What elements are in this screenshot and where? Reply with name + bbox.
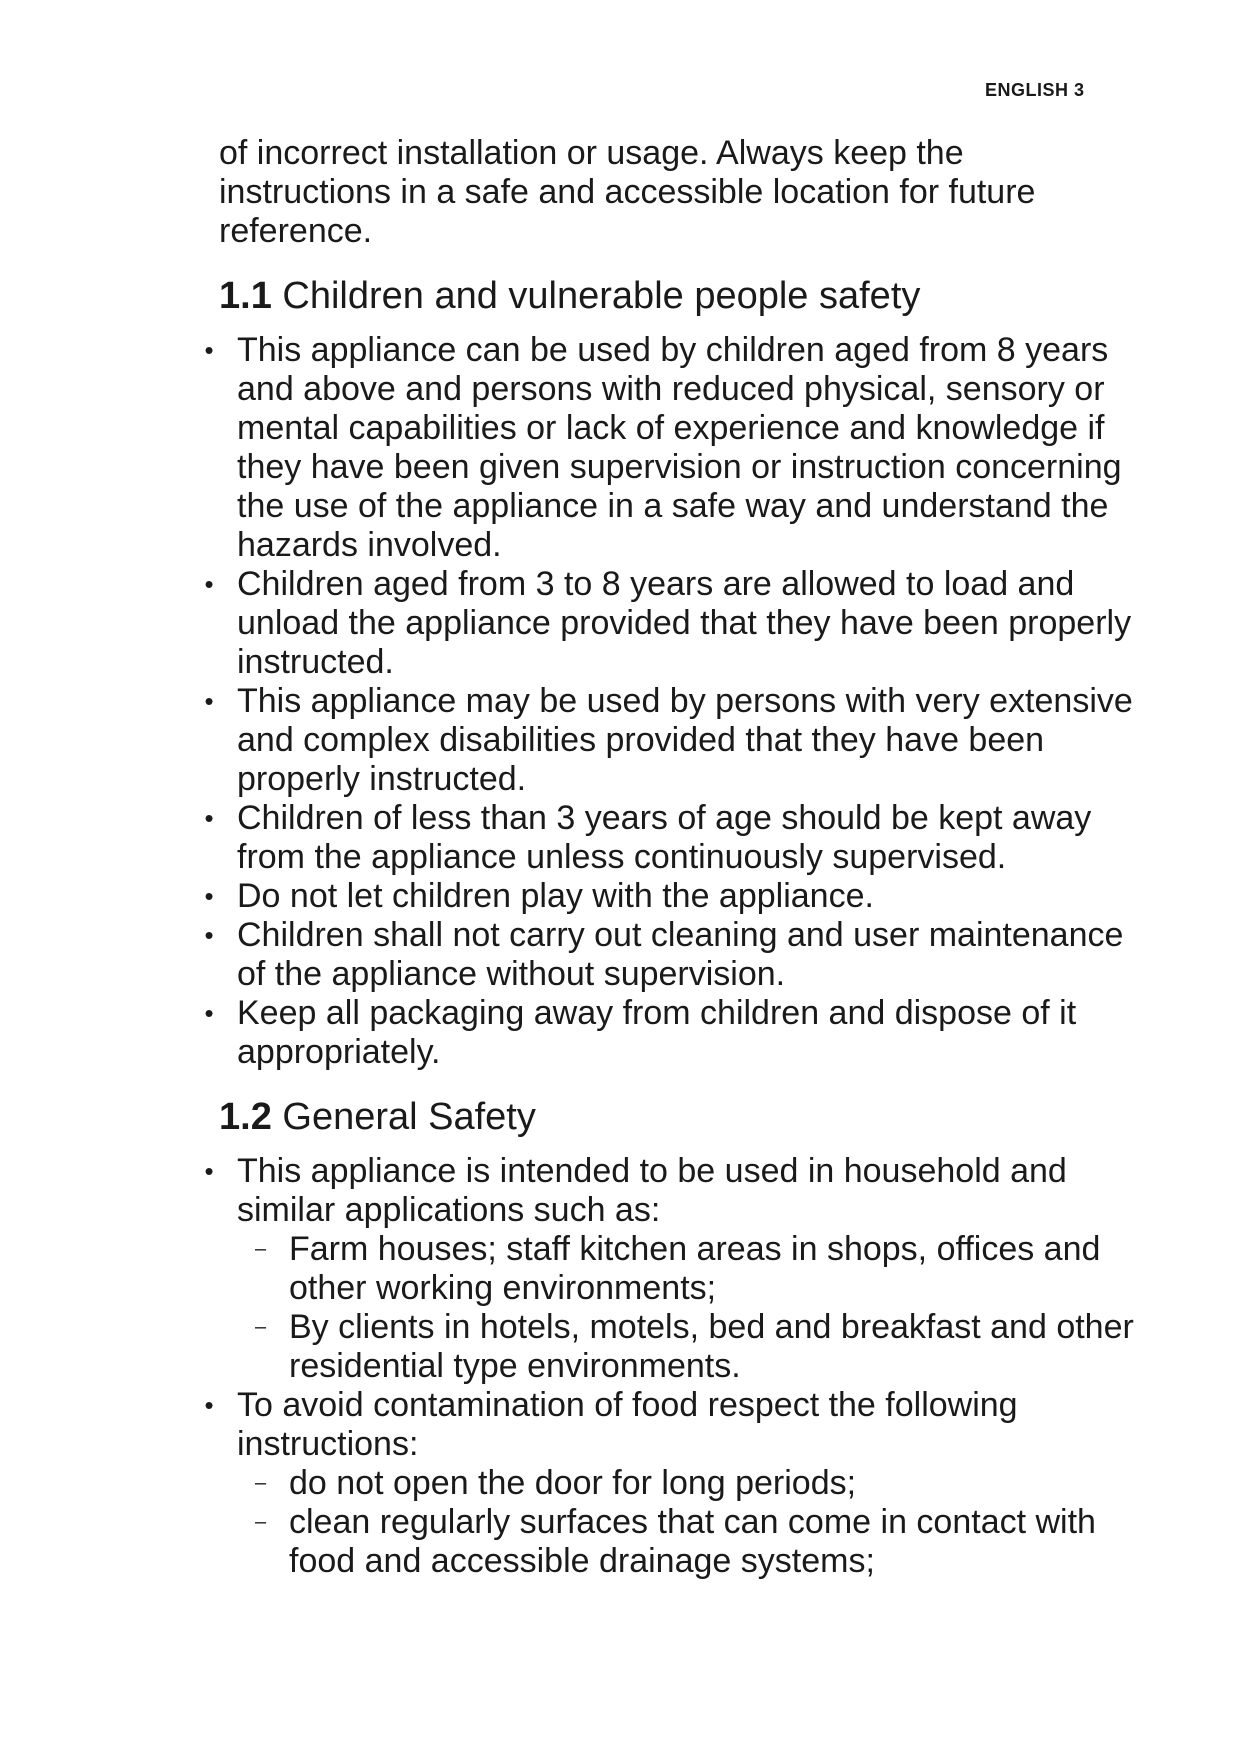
list-item-text: Keep all packaging away from children and dispose of it appropriately. — [237, 994, 1077, 1071]
sub-list-item — [247, 1230, 1139, 1308]
bullet-icon: • — [204, 686, 214, 716]
list-item — [203, 1386, 1139, 1581]
list-item — [203, 877, 1139, 916]
bullet-icon: • — [204, 881, 214, 911]
dash-icon: – — [255, 1511, 267, 1533]
list-item-text: To avoid contamination of food respect the following instructions: — [237, 1386, 1018, 1463]
bullet-icon: • — [204, 998, 214, 1028]
section-title: Children and vulnerable people safety — [282, 275, 921, 317]
bullet-icon: • — [204, 803, 214, 833]
page-header: ENGLISH 3 — [985, 80, 1085, 100]
sub-list-item — [247, 1308, 1139, 1386]
list-item — [203, 331, 1139, 565]
list-item — [203, 1152, 1139, 1386]
section-heading — [219, 1094, 1139, 1140]
section-number: 1.1 — [219, 275, 272, 317]
sub-list-item-text: do not open the door for long periods; — [289, 1464, 857, 1502]
list-item-text: This appliance may be used by persons with very extensive and complex disabilities provided that they have been properly instructed. — [237, 682, 1133, 798]
bullet-icon: • — [204, 569, 214, 599]
sub-list-item — [247, 1464, 1139, 1503]
list-item-text: Children aged from 3 to 8 years are allowed to load and unload the appliance provided that they have been properly instructed. — [237, 565, 1132, 681]
dash-icon: – — [255, 1472, 267, 1494]
sub-list-item — [247, 1503, 1139, 1581]
section-number: 1.2 — [219, 1096, 272, 1138]
dash-icon: – — [255, 1238, 267, 1260]
section-title: General Safety — [282, 1096, 536, 1138]
bullet-icon: • — [204, 1390, 214, 1420]
list-item-text: This appliance can be used by children aged from 8 years and above and persons with reduced physical, sensory or mental capabilities or lack of experience and knowledge if they have been given supervision or instruction concerning the use of the appliance in a safe way and understand the hazards involved. — [237, 331, 1122, 564]
list-item-text: Do not let children play with the appliance. — [237, 877, 874, 915]
list-item — [203, 682, 1139, 799]
list-item-text: This appliance is intended to be used in household and similar applications such as: — [237, 1152, 1067, 1229]
list-item-text: Children of less than 3 years of age should be kept away from the appliance unless continuously supervised. — [237, 799, 1092, 876]
bullet-icon: • — [204, 1156, 214, 1186]
list-item — [203, 994, 1139, 1072]
sub-list-item-text: Farm houses; staff kitchen areas in shops, offices and other working environments; — [289, 1230, 1101, 1307]
list-item — [203, 565, 1139, 682]
sub-list — [237, 1464, 1139, 1581]
list-item — [203, 799, 1139, 877]
bullet-list — [204, 331, 1139, 1072]
sub-list-item-text: By clients in hotels, motels, bed and breakfast and other residential type environments. — [289, 1308, 1134, 1385]
section-general-safety — [204, 1094, 1139, 1581]
bullet-icon: • — [204, 920, 214, 950]
section-heading — [219, 273, 1139, 319]
document-body — [204, 134, 1139, 1603]
list-item — [203, 916, 1139, 994]
intro-paragraph: of incorrect installation or usage. Always keep the instructions in a safe and accessible location for future reference. — [219, 134, 1036, 250]
sub-list — [237, 1230, 1139, 1386]
bullet-list — [204, 1152, 1139, 1581]
dash-icon: – — [255, 1316, 267, 1338]
sub-list-item-text: clean regularly surfaces that can come in contact with food and accessible drainage systems; — [289, 1503, 1096, 1580]
list-item-text: Children shall not carry out cleaning and user maintenance of the appliance without supervision. — [237, 916, 1124, 993]
section-children-safety — [204, 273, 1139, 1072]
bullet-icon: • — [204, 335, 214, 365]
